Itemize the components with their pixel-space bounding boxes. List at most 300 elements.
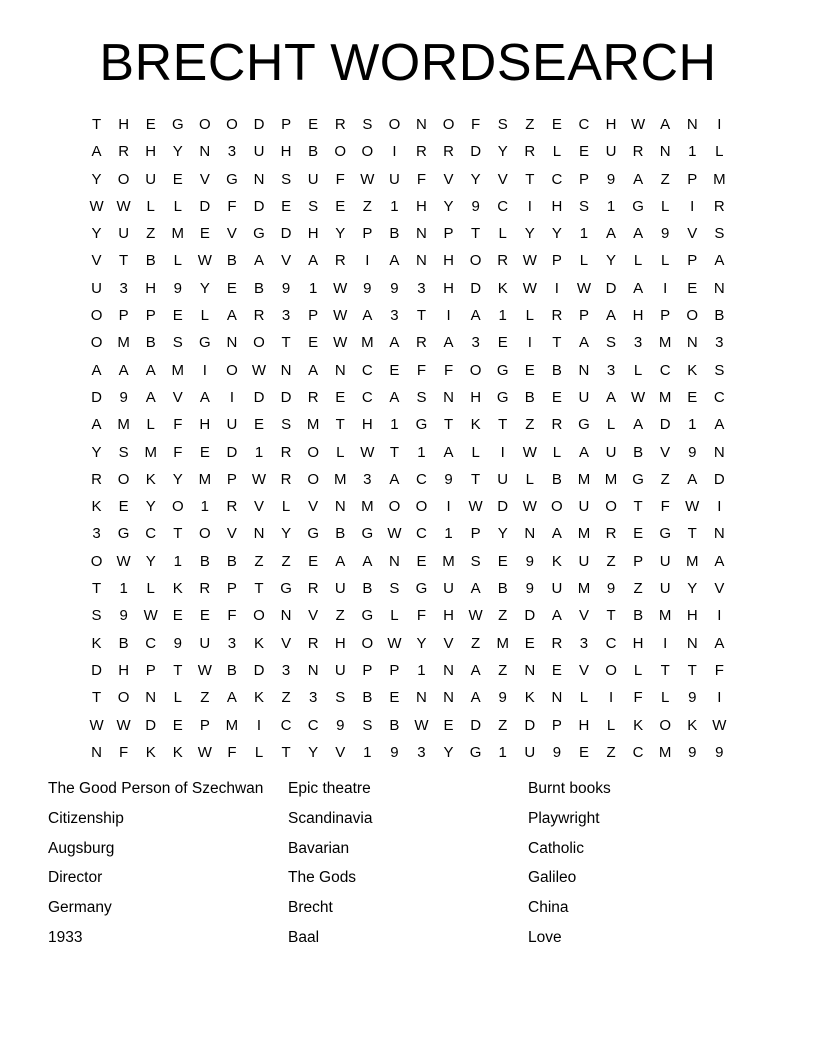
grid-letter[interactable]: F: [660, 498, 670, 516]
grid-letter[interactable]: V: [226, 525, 237, 543]
grid-letter[interactable]: U: [226, 416, 238, 434]
grid-letter[interactable]: N: [443, 661, 454, 679]
grid-letter[interactable]: A: [660, 116, 671, 133]
grid-letter[interactable]: P: [578, 170, 589, 188]
grid-letter[interactable]: W: [631, 388, 646, 406]
grid-letter[interactable]: Y: [687, 580, 698, 598]
grid-letter[interactable]: H: [443, 607, 454, 625]
grid-letter[interactable]: O: [199, 116, 211, 133]
grid-letter[interactable]: E: [308, 116, 319, 133]
grid-letter[interactable]: N: [443, 388, 454, 406]
grid-letter[interactable]: C: [578, 116, 590, 133]
grid-letter[interactable]: N: [334, 498, 346, 516]
grid-letter[interactable]: W: [116, 716, 131, 734]
grid-letter[interactable]: G: [415, 416, 428, 434]
grid-letter[interactable]: W: [414, 716, 429, 734]
grid-letter[interactable]: F: [173, 443, 183, 461]
grid-letter[interactable]: O: [334, 143, 347, 161]
grid-letter[interactable]: K: [524, 689, 535, 707]
grid-letter[interactable]: 3: [471, 334, 480, 352]
grid-letter[interactable]: Y: [416, 634, 427, 652]
grid-letter[interactable]: A: [633, 170, 644, 188]
grid-letter[interactable]: W: [197, 661, 212, 679]
grid-letter[interactable]: M: [171, 361, 185, 379]
grid-letter[interactable]: A: [389, 334, 400, 352]
grid-letter[interactable]: R: [118, 143, 130, 161]
grid-letter[interactable]: I: [365, 252, 370, 270]
grid-letter[interactable]: E: [551, 661, 562, 679]
grid-letter[interactable]: G: [117, 525, 130, 543]
grid-letter[interactable]: D: [524, 716, 536, 734]
grid-letter[interactable]: E: [443, 716, 454, 734]
grid-letter[interactable]: Y: [172, 470, 183, 488]
grid-letter[interactable]: Z: [660, 170, 670, 188]
grid-letter[interactable]: I: [690, 197, 695, 215]
grid-letter[interactable]: M: [144, 443, 157, 461]
grid-letter[interactable]: 1: [417, 661, 426, 679]
grid-letter[interactable]: A: [470, 689, 481, 707]
grid-letter[interactable]: Z: [471, 634, 481, 652]
grid-letter[interactable]: 9: [525, 552, 534, 570]
grid-letter[interactable]: 1: [119, 580, 128, 598]
grid-letter[interactable]: L: [579, 689, 589, 707]
grid-letter[interactable]: L: [579, 252, 589, 270]
grid-letter[interactable]: K: [633, 716, 644, 734]
grid-letter[interactable]: A: [551, 525, 562, 543]
grid-letter[interactable]: M: [604, 470, 618, 488]
grid-letter[interactable]: W: [333, 307, 348, 325]
grid-letter[interactable]: V: [714, 580, 725, 598]
grid-letter[interactable]: W: [360, 170, 375, 188]
grid-letter[interactable]: B: [145, 252, 156, 270]
grid-letter[interactable]: L: [173, 197, 182, 215]
grid-letter[interactable]: O: [605, 498, 617, 516]
grid-letter[interactable]: T: [173, 661, 183, 679]
grid-letter[interactable]: C: [497, 197, 509, 215]
grid-letter[interactable]: 9: [173, 279, 182, 297]
grid-letter[interactable]: K: [172, 580, 183, 598]
grid-letter[interactable]: N: [334, 361, 346, 379]
grid-letter[interactable]: V: [226, 225, 237, 243]
grid-letter[interactable]: V: [172, 388, 183, 406]
grid-letter[interactable]: 9: [688, 689, 697, 707]
grid-letter[interactable]: E: [172, 170, 183, 188]
grid-letter[interactable]: H: [280, 143, 292, 161]
grid-letter[interactable]: E: [416, 552, 427, 570]
grid-letter[interactable]: W: [251, 361, 267, 379]
grid-letter[interactable]: A: [470, 580, 481, 598]
grid-letter[interactable]: H: [118, 661, 130, 679]
grid-letter[interactable]: L: [336, 443, 345, 461]
grid-letter[interactable]: H: [145, 143, 157, 161]
grid-letter[interactable]: A: [226, 307, 237, 325]
grid-letter[interactable]: U: [91, 279, 102, 297]
grid-letter[interactable]: M: [577, 470, 591, 488]
grid-letter[interactable]: Y: [91, 170, 102, 188]
grid-letter[interactable]: H: [470, 388, 482, 406]
grid-letter[interactable]: 9: [119, 607, 128, 625]
grid-letter[interactable]: G: [496, 388, 509, 406]
grid-letter[interactable]: 3: [606, 361, 616, 379]
grid-letter[interactable]: N: [253, 525, 265, 543]
grid-letter[interactable]: M: [171, 225, 185, 243]
grid-letter[interactable]: G: [280, 580, 292, 598]
grid-letter[interactable]: S: [91, 607, 102, 625]
grid-letter[interactable]: E: [335, 197, 346, 215]
grid-letter[interactable]: B: [335, 525, 346, 543]
grid-letter[interactable]: A: [633, 225, 644, 243]
grid-letter[interactable]: R: [551, 634, 563, 652]
grid-letter[interactable]: U: [334, 580, 346, 598]
grid-letter[interactable]: I: [554, 279, 559, 297]
grid-letter[interactable]: L: [146, 416, 155, 434]
grid-letter[interactable]: T: [416, 307, 427, 325]
grid-letter[interactable]: C: [145, 525, 157, 543]
grid-letter[interactable]: D: [253, 116, 265, 133]
grid-letter[interactable]: 9: [363, 279, 372, 297]
grid-letter[interactable]: 1: [688, 143, 697, 161]
grid-letter[interactable]: S: [416, 388, 427, 406]
grid-letter[interactable]: G: [415, 580, 428, 598]
grid-letter[interactable]: S: [362, 716, 373, 734]
grid-letter[interactable]: N: [91, 743, 102, 761]
grid-letter[interactable]: P: [226, 470, 237, 488]
grid-letter[interactable]: A: [714, 252, 725, 270]
grid-letter[interactable]: P: [551, 252, 562, 270]
grid-letter[interactable]: Y: [524, 225, 535, 243]
grid-letter[interactable]: Z: [525, 116, 535, 133]
grid-letter[interactable]: L: [146, 580, 155, 598]
grid-letter[interactable]: D: [497, 498, 509, 516]
grid-letter[interactable]: S: [714, 361, 725, 379]
grid-letter[interactable]: V: [281, 634, 292, 652]
grid-letter[interactable]: Y: [497, 525, 508, 543]
grid-letter[interactable]: A: [633, 279, 644, 297]
grid-letter[interactable]: F: [173, 416, 183, 434]
grid-letter[interactable]: Z: [200, 689, 210, 707]
grid-letter[interactable]: U: [334, 661, 346, 679]
grid-letter[interactable]: T: [173, 525, 183, 543]
grid-letter[interactable]: A: [714, 552, 725, 570]
grid-letter[interactable]: M: [333, 470, 347, 488]
grid-letter[interactable]: O: [361, 143, 374, 161]
grid-letter[interactable]: A: [606, 388, 617, 406]
grid-letter[interactable]: W: [522, 443, 537, 461]
grid-letter[interactable]: T: [281, 743, 291, 761]
grid-letter[interactable]: C: [280, 716, 292, 734]
grid-letter[interactable]: R: [416, 334, 427, 352]
grid-letter[interactable]: H: [551, 197, 563, 215]
grid-letter[interactable]: F: [227, 197, 237, 215]
grid-letter[interactable]: H: [416, 197, 427, 215]
grid-letter[interactable]: 1: [363, 743, 372, 761]
grid-letter[interactable]: W: [116, 552, 131, 570]
grid-letter[interactable]: U: [524, 743, 536, 761]
grid-letter[interactable]: N: [659, 143, 671, 161]
grid-letter[interactable]: R: [713, 197, 725, 215]
grid-letter[interactable]: W: [116, 197, 131, 215]
grid-letter[interactable]: O: [415, 498, 428, 516]
grid-letter[interactable]: A: [254, 252, 265, 270]
grid-letter[interactable]: D: [713, 470, 725, 488]
grid-letter[interactable]: C: [659, 361, 671, 379]
grid-letter[interactable]: P: [281, 116, 292, 133]
grid-letter[interactable]: N: [524, 661, 536, 679]
grid-letter[interactable]: K: [470, 416, 481, 434]
grid-letter[interactable]: 3: [92, 525, 101, 543]
grid-letter[interactable]: Z: [281, 689, 291, 707]
grid-letter[interactable]: E: [633, 525, 644, 543]
grid-letter[interactable]: E: [199, 225, 210, 243]
grid-letter[interactable]: D: [226, 443, 238, 461]
grid-letter[interactable]: Y: [145, 498, 156, 516]
grid-letter[interactable]: Z: [335, 607, 345, 625]
grid-letter[interactable]: Y: [281, 525, 292, 543]
grid-letter[interactable]: K: [145, 743, 156, 761]
grid-letter[interactable]: W: [631, 116, 646, 133]
grid-letter[interactable]: 3: [633, 334, 643, 352]
grid-letter[interactable]: L: [525, 470, 534, 488]
grid-letter[interactable]: R: [280, 443, 292, 461]
grid-letter[interactable]: S: [714, 225, 725, 243]
grid-letter[interactable]: K: [145, 470, 156, 488]
grid-letter[interactable]: E: [308, 552, 319, 570]
grid-letter[interactable]: P: [578, 307, 589, 325]
grid-letter[interactable]: 3: [281, 661, 291, 679]
grid-letter[interactable]: K: [497, 279, 508, 297]
grid-letter[interactable]: U: [118, 225, 130, 243]
grid-letter[interactable]: E: [578, 743, 589, 761]
grid-letter[interactable]: R: [416, 143, 427, 161]
grid-letter[interactable]: N: [253, 170, 265, 188]
grid-letter[interactable]: 9: [471, 197, 480, 215]
grid-letter[interactable]: E: [389, 689, 400, 707]
grid-letter[interactable]: W: [468, 498, 483, 516]
grid-letter[interactable]: B: [633, 443, 644, 461]
grid-letter[interactable]: F: [335, 170, 345, 188]
grid-letter[interactable]: L: [633, 252, 643, 270]
grid-letter[interactable]: T: [335, 416, 345, 434]
grid-letter[interactable]: W: [333, 279, 348, 297]
grid-letter[interactable]: 1: [579, 225, 589, 243]
grid-letter[interactable]: 1: [417, 443, 426, 461]
grid-letter[interactable]: G: [659, 525, 672, 543]
grid-letter[interactable]: A: [443, 334, 454, 352]
grid-letter[interactable]: K: [687, 716, 698, 734]
grid-letter[interactable]: I: [446, 307, 451, 325]
grid-letter[interactable]: L: [173, 689, 182, 707]
grid-letter[interactable]: I: [717, 116, 722, 133]
grid-letter[interactable]: P: [660, 307, 671, 325]
grid-letter[interactable]: P: [199, 716, 210, 734]
grid-letter[interactable]: T: [443, 416, 454, 434]
grid-letter[interactable]: I: [717, 498, 722, 516]
grid-letter[interactable]: B: [308, 143, 319, 161]
grid-letter[interactable]: V: [281, 252, 292, 270]
grid-letter[interactable]: P: [145, 307, 156, 325]
grid-letter[interactable]: A: [389, 252, 400, 270]
grid-letter[interactable]: W: [333, 334, 348, 352]
grid-letter[interactable]: I: [202, 361, 207, 379]
grid-letter[interactable]: R: [226, 498, 238, 516]
grid-letter[interactable]: A: [687, 470, 698, 488]
grid-letter[interactable]: S: [281, 416, 292, 434]
grid-letter[interactable]: S: [470, 552, 481, 570]
grid-letter[interactable]: B: [551, 470, 562, 488]
grid-letter[interactable]: R: [253, 307, 265, 325]
grid-letter[interactable]: B: [389, 225, 400, 243]
grid-letter[interactable]: G: [632, 197, 644, 215]
grid-letter[interactable]: N: [307, 661, 319, 679]
grid-letter[interactable]: R: [524, 143, 536, 161]
grid-letter[interactable]: P: [362, 661, 373, 679]
grid-letter[interactable]: D: [199, 197, 211, 215]
grid-letter[interactable]: Z: [498, 607, 508, 625]
grid-letter[interactable]: S: [308, 197, 319, 215]
grid-letter[interactable]: N: [280, 607, 292, 625]
grid-letter[interactable]: T: [687, 661, 697, 679]
grid-letter[interactable]: A: [335, 552, 346, 570]
grid-letter[interactable]: O: [605, 661, 617, 679]
grid-letter[interactable]: P: [362, 225, 373, 243]
grid-letter[interactable]: A: [145, 388, 156, 406]
grid-letter[interactable]: I: [663, 279, 668, 297]
grid-letter[interactable]: M: [361, 498, 374, 516]
grid-letter[interactable]: Z: [362, 197, 372, 215]
grid-letter[interactable]: F: [416, 607, 427, 625]
grid-letter[interactable]: F: [119, 743, 129, 761]
grid-letter[interactable]: B: [199, 552, 210, 570]
grid-letter[interactable]: C: [713, 388, 725, 406]
grid-letter[interactable]: S: [578, 197, 589, 215]
grid-letter[interactable]: N: [280, 361, 292, 379]
grid-letter[interactable]: M: [198, 470, 212, 488]
grid-letter[interactable]: L: [552, 143, 562, 161]
grid-letter[interactable]: O: [388, 498, 401, 516]
grid-letter[interactable]: W: [522, 279, 537, 297]
grid-letter[interactable]: B: [524, 388, 535, 406]
grid-letter[interactable]: L: [471, 443, 480, 461]
grid-letter[interactable]: I: [500, 443, 505, 461]
grid-letter[interactable]: O: [442, 116, 455, 133]
grid-letter[interactable]: F: [471, 116, 481, 133]
grid-letter[interactable]: G: [171, 116, 184, 133]
grid-letter[interactable]: U: [659, 580, 671, 598]
grid-letter[interactable]: R: [334, 252, 346, 270]
grid-letter[interactable]: 1: [444, 525, 453, 543]
grid-letter[interactable]: K: [91, 498, 102, 516]
grid-letter[interactable]: Y: [91, 225, 102, 243]
grid-letter[interactable]: A: [91, 416, 102, 434]
grid-letter[interactable]: 3: [308, 689, 318, 707]
grid-letter[interactable]: N: [226, 334, 238, 352]
grid-letter[interactable]: Z: [660, 470, 670, 488]
grid-letter[interactable]: M: [658, 388, 672, 406]
grid-letter[interactable]: A: [606, 307, 617, 325]
grid-letter[interactable]: R: [551, 416, 563, 434]
grid-letter[interactable]: M: [306, 416, 320, 434]
grid-letter[interactable]: O: [388, 116, 401, 133]
grid-letter[interactable]: R: [307, 388, 319, 406]
grid-letter[interactable]: B: [362, 689, 373, 707]
grid-letter[interactable]: W: [143, 607, 158, 625]
grid-letter[interactable]: B: [226, 552, 237, 570]
grid-letter[interactable]: O: [90, 552, 103, 570]
grid-letter[interactable]: Z: [606, 552, 616, 570]
grid-letter[interactable]: O: [253, 607, 265, 625]
grid-letter[interactable]: G: [496, 361, 509, 379]
grid-letter[interactable]: 9: [715, 743, 724, 761]
grid-letter[interactable]: F: [633, 689, 643, 707]
grid-letter[interactable]: B: [633, 607, 644, 625]
grid-letter[interactable]: O: [117, 470, 130, 488]
grid-letter[interactable]: U: [578, 498, 590, 516]
grid-letter[interactable]: C: [605, 634, 617, 652]
grid-letter[interactable]: Z: [606, 743, 616, 761]
grid-letter[interactable]: N: [551, 689, 563, 707]
grid-letter[interactable]: L: [146, 197, 155, 215]
grid-letter[interactable]: G: [578, 416, 590, 434]
grid-letter[interactable]: F: [227, 743, 237, 761]
grid-letter[interactable]: H: [118, 116, 130, 133]
grid-letter[interactable]: 1: [498, 743, 507, 761]
grid-letter[interactable]: Y: [606, 252, 617, 270]
grid-letter[interactable]: F: [443, 361, 454, 379]
grid-letter[interactable]: D: [659, 416, 671, 434]
grid-letter[interactable]: C: [145, 634, 157, 652]
grid-letter[interactable]: T: [254, 580, 264, 598]
grid-letter[interactable]: M: [686, 552, 699, 570]
grid-letter[interactable]: H: [443, 252, 454, 270]
grid-letter[interactable]: D: [280, 225, 292, 243]
grid-letter[interactable]: Y: [145, 552, 156, 570]
grid-letter[interactable]: 3: [390, 307, 399, 325]
grid-letter[interactable]: 3: [579, 634, 589, 652]
grid-letter[interactable]: G: [199, 334, 211, 352]
grid-letter[interactable]: B: [362, 580, 373, 598]
grid-letter[interactable]: 9: [606, 580, 616, 598]
grid-letter[interactable]: G: [361, 525, 374, 543]
grid-letter[interactable]: Y: [443, 197, 454, 215]
grid-letter[interactable]: M: [658, 743, 672, 761]
grid-letter[interactable]: 9: [173, 634, 182, 652]
grid-letter[interactable]: A: [470, 661, 481, 679]
grid-letter[interactable]: I: [717, 607, 722, 625]
grid-letter[interactable]: 9: [390, 279, 399, 297]
grid-letter[interactable]: 1: [308, 279, 318, 297]
grid-letter[interactable]: L: [281, 498, 291, 516]
grid-letter[interactable]: W: [197, 252, 212, 270]
grid-letter[interactable]: U: [199, 634, 211, 652]
grid-letter[interactable]: A: [714, 416, 725, 434]
grid-letter[interactable]: Y: [551, 225, 562, 243]
grid-letter[interactable]: L: [552, 443, 562, 461]
grid-letter[interactable]: L: [606, 416, 616, 434]
grid-letter[interactable]: R: [280, 470, 292, 488]
grid-letter[interactable]: A: [389, 470, 400, 488]
grid-letter[interactable]: Z: [254, 552, 264, 570]
grid-letter[interactable]: M: [496, 634, 509, 652]
grid-letter[interactable]: W: [387, 525, 402, 543]
grid-letter[interactable]: A: [226, 689, 237, 707]
grid-letter[interactable]: B: [389, 716, 400, 734]
grid-letter[interactable]: E: [199, 443, 210, 461]
grid-letter[interactable]: H: [307, 225, 319, 243]
grid-letter[interactable]: E: [497, 334, 508, 352]
grid-letter[interactable]: 1: [254, 443, 264, 461]
grid-letter[interactable]: T: [471, 470, 481, 488]
grid-letter[interactable]: H: [199, 416, 211, 434]
